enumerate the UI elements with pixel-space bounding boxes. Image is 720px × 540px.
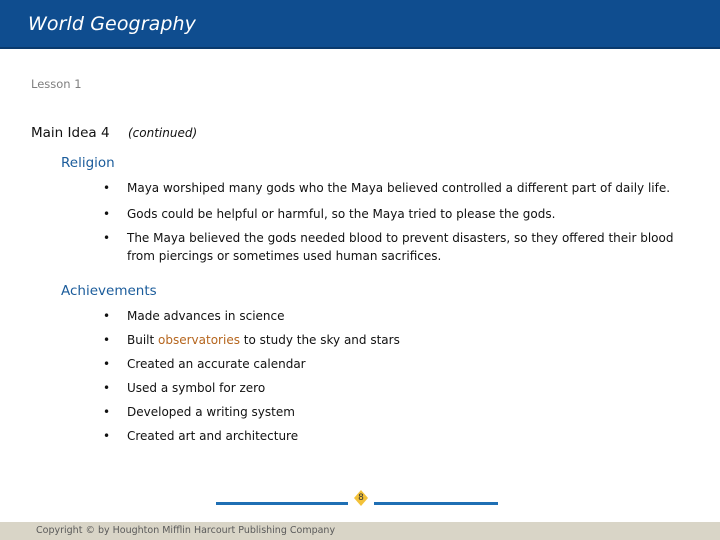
bullet-text: Maya worshiped many gods who the Maya believed controlled a different part of daily life. [127,181,671,195]
lesson-label: Lesson 1 [31,77,82,91]
header-bar [0,0,720,49]
bullet-icon: • [103,333,111,347]
bullet-icon: • [103,207,111,221]
bullet-text: Developed a writing system [127,405,295,419]
main-idea-label: Main Idea 4 [31,125,110,141]
bullet-icon: • [103,405,111,419]
bullet-text [127,331,693,349]
bullet-icon: • [103,381,111,395]
bullet-text-before: Built [127,333,159,347]
bullet-text: Created an accurate calendar [127,357,306,371]
page-title: World Geography [28,13,197,35]
bullet-icon: • [103,309,111,323]
bullet-text: Made advances in science [127,309,285,323]
observatories-term[interactable]: observatories [158,333,240,347]
footer-divider-left [216,502,348,505]
bullet-text: The Maya believed the gods needed blood to prevent disasters, so they offered their blood from piercings or sometimes used human sacrifices. [127,231,674,263]
footer-divider-right [374,502,498,505]
achievements-heading: Achievements [61,283,157,299]
copyright-text: Copyright © by Houghton Mifflin Harcourt Publishing Company [36,525,336,536]
bullet-text: Used a symbol for zero [127,381,266,395]
bullet-icon: • [103,181,111,195]
continued-note: (continued) [128,126,198,140]
bullet-icon: • [103,231,111,245]
bullet-text-after: to study the sky and stars [239,333,400,347]
bullet-text: Gods could be helpful or harmful, so the Maya tried to please the gods. [127,207,556,221]
page-number: 8 [358,493,364,503]
bullet-text: Created art and architecture [127,429,299,443]
bullet-icon: • [103,357,111,371]
bullet-icon: • [103,429,111,443]
religion-heading: Religion [61,155,115,171]
